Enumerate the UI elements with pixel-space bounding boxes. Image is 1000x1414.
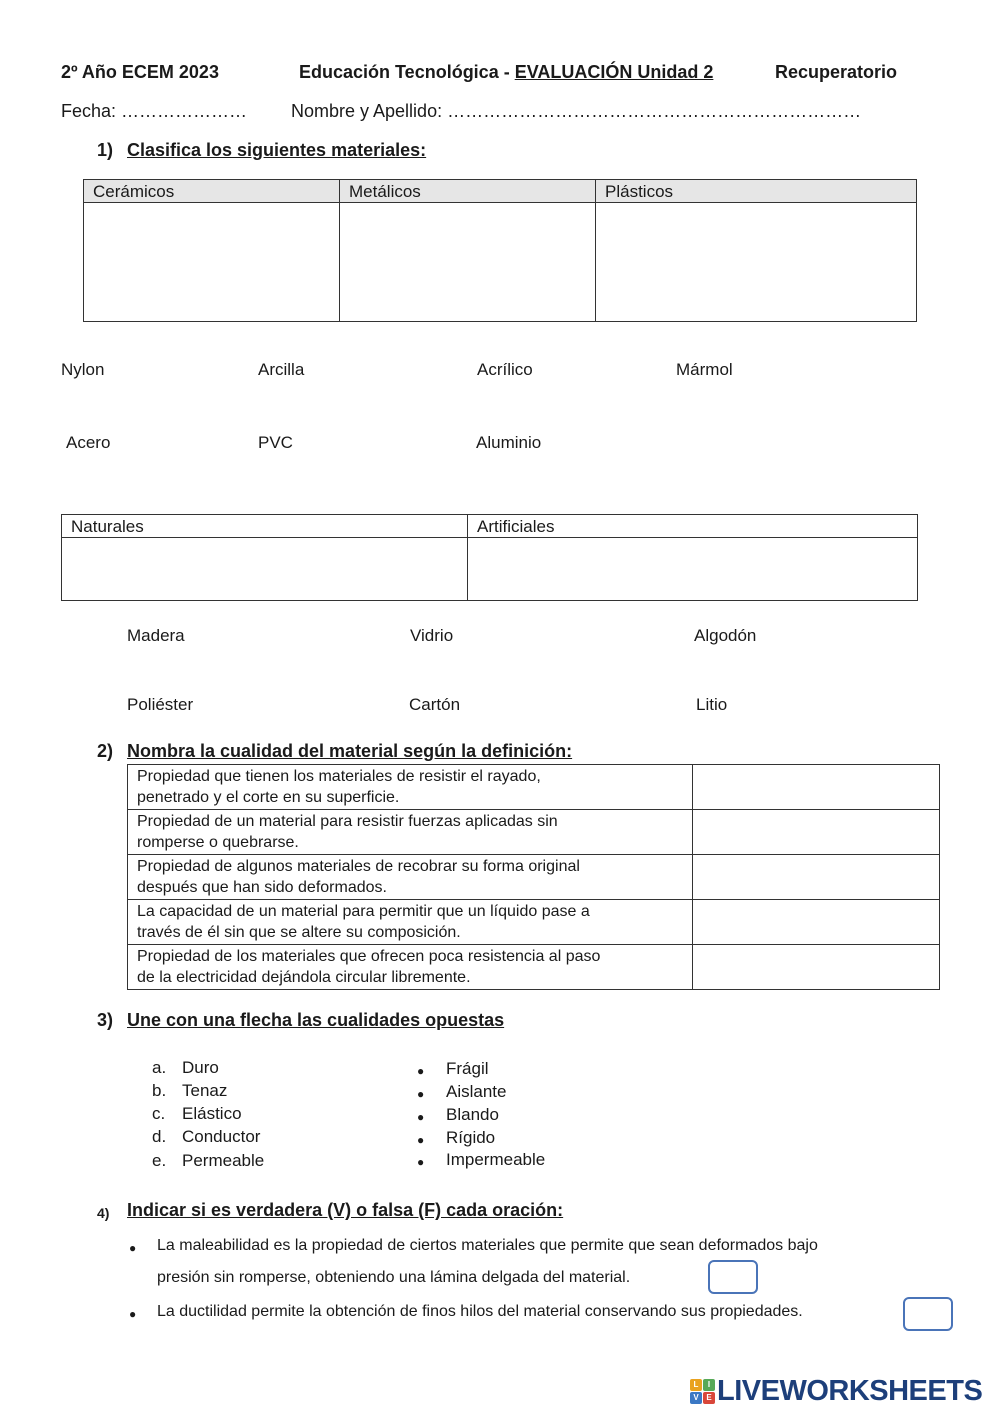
drop-zone-metalicos[interactable] [340, 203, 596, 322]
q3-number: 3) [97, 1010, 114, 1030]
right-item-blando[interactable]: Blando [446, 1105, 499, 1124]
bullet-icon: ● [417, 1064, 425, 1078]
classification-table-1 [83, 179, 917, 322]
name-field[interactable]: Nombre y Apellido: …………………………………………………………… [291, 101, 862, 121]
left-item-permeable[interactable]: Permeable [182, 1151, 265, 1170]
right-item-impermeable[interactable]: Impermeable [446, 1150, 546, 1169]
left-letter-e: e. [152, 1151, 167, 1170]
drop-zone-artificiales[interactable] [468, 538, 918, 601]
q4-title: Indicar si es verdadera (V) o falsa (F) cada oración: [127, 1200, 564, 1220]
definition-row [128, 855, 940, 900]
left-item-duro[interactable]: Duro [182, 1058, 219, 1077]
bullet-icon: ● [417, 1133, 425, 1147]
logo-text: LIVEWORKSHEETS [717, 1374, 983, 1407]
word-acero[interactable]: Acero [66, 433, 111, 452]
word-poliester[interactable]: Poliéster [127, 695, 194, 714]
definition-text [128, 945, 693, 990]
logo-mark-icon [690, 1379, 715, 1404]
definition-text [128, 810, 693, 855]
drop-zone-ceramicos[interactable] [84, 203, 340, 322]
word-aluminio[interactable]: Aluminio [476, 433, 542, 452]
statement-2: La ductilidad permite la obtención de finos hilos del material conservando sus propiedades. [157, 1303, 803, 1320]
right-item-rigido[interactable]: Rígido [446, 1128, 496, 1147]
right-item-aislante[interactable]: Aislante [446, 1082, 507, 1101]
q2-number: 2) [97, 741, 114, 761]
word-acrilico[interactable]: Acrílico [477, 360, 533, 379]
left-item-elastico[interactable]: Elástico [182, 1104, 242, 1123]
answer-cell[interactable] [693, 945, 940, 990]
bullet-icon: ● [417, 1110, 425, 1124]
q1-title: Clasifica los siguientes materiales: [127, 140, 427, 160]
header-metalicos: Metálicos [340, 180, 596, 203]
document-title [299, 62, 713, 83]
definition-line: través de él sin que se altere su composición. [137, 924, 461, 941]
definition-line: después que han sido deformados. [137, 879, 387, 896]
logo-mark-letter: E [703, 1392, 715, 1404]
subject-name: Educación Tecnológica - [299, 62, 515, 82]
bullet-icon: ● [129, 1241, 137, 1255]
date-field[interactable]: Fecha: ………………… [61, 101, 248, 121]
header-ceramicos: Cerámicos [84, 180, 340, 203]
word-algodon[interactable]: Algodón [694, 626, 757, 645]
definition-line: Propiedad que tienen los materiales de resistir el rayado, [137, 768, 541, 785]
definition-line: penetrado y el corte en su superficie. [137, 789, 400, 806]
left-item-tenaz[interactable]: Tenaz [182, 1081, 228, 1100]
answer-cell[interactable] [693, 810, 940, 855]
q4-number: 4) [97, 1205, 110, 1221]
answer-cell[interactable] [693, 855, 940, 900]
word-madera[interactable]: Madera [127, 626, 185, 645]
definition-line: de la electricidad dejándola circular libremente. [137, 969, 471, 986]
bullet-icon: ● [129, 1307, 137, 1321]
word-arcilla[interactable]: Arcilla [258, 360, 305, 379]
classification-table-2 [61, 514, 918, 601]
definitions-table [127, 764, 940, 990]
word-nylon[interactable]: Nylon [61, 360, 105, 379]
left-letter-c: c. [152, 1104, 166, 1123]
answer-cell[interactable] [693, 900, 940, 945]
logo-mark-letter: V [690, 1392, 702, 1404]
definition-row [128, 765, 940, 810]
q3-title: Une con una flecha las cualidades opuestas [127, 1010, 505, 1030]
left-item-conductor[interactable]: Conductor [182, 1127, 261, 1146]
definition-line: La capacidad de un material para permitir que un líquido pase a [137, 903, 590, 920]
definition-row [128, 900, 940, 945]
true-false-box-2[interactable] [903, 1297, 953, 1331]
word-marmol[interactable]: Mármol [676, 360, 733, 379]
true-false-box-1[interactable] [708, 1260, 758, 1294]
q2-title: Nombra la cualidad del material según la definición: [127, 741, 573, 761]
course-year: 2º Año ECEM 2023 [61, 62, 219, 82]
right-item-fragil[interactable]: Frágil [446, 1059, 489, 1078]
logo-mark-letter: I [703, 1379, 715, 1391]
word-vidrio[interactable]: Vidrio [410, 626, 454, 645]
definition-text [128, 855, 693, 900]
definition-text [128, 765, 693, 810]
logo-mark-letter: L [690, 1379, 702, 1391]
statement-1-line-1: La maleabilidad es la propiedad de ciertos materiales que permite que sean deformados bajo [157, 1237, 818, 1254]
left-letter-d: d. [152, 1127, 167, 1146]
word-pvc[interactable]: PVC [258, 433, 293, 452]
word-litio[interactable]: Litio [696, 695, 728, 714]
word-carton[interactable]: Cartón [409, 695, 461, 714]
left-letter-b: b. [152, 1081, 167, 1100]
answer-cell[interactable] [693, 765, 940, 810]
bullet-icon: ● [417, 1087, 425, 1101]
definition-line: Propiedad de los materiales que ofrecen poca resistencia al paso [137, 948, 601, 965]
definition-line: Propiedad de algunos materiales de recobrar su forma original [137, 858, 580, 875]
definition-row [128, 945, 940, 990]
q1-number: 1) [97, 140, 114, 160]
recovery-label: Recuperatorio [775, 62, 898, 82]
definition-row [128, 810, 940, 855]
left-letter-a: a. [152, 1058, 167, 1077]
header-naturales: Naturales [62, 515, 468, 538]
definition-text [128, 900, 693, 945]
drop-zone-naturales[interactable] [62, 538, 468, 601]
drop-zone-plasticos[interactable] [596, 203, 917, 322]
evaluation-label: EVALUACIÓN Unidad 2 [514, 62, 714, 82]
bullet-icon: ● [417, 1155, 425, 1169]
definition-line: Propiedad de un material para resistir fuerzas aplicadas sin [137, 813, 558, 830]
definition-line: romperse o quebrarse. [137, 834, 299, 851]
header-plasticos: Plásticos [596, 180, 917, 203]
statement-1-line-2: presión sin romperse, obteniendo una lámina delgada del material. [157, 1269, 631, 1286]
header-artificiales: Artificiales [468, 515, 918, 538]
liveworksheets-logo [690, 1376, 982, 1406]
